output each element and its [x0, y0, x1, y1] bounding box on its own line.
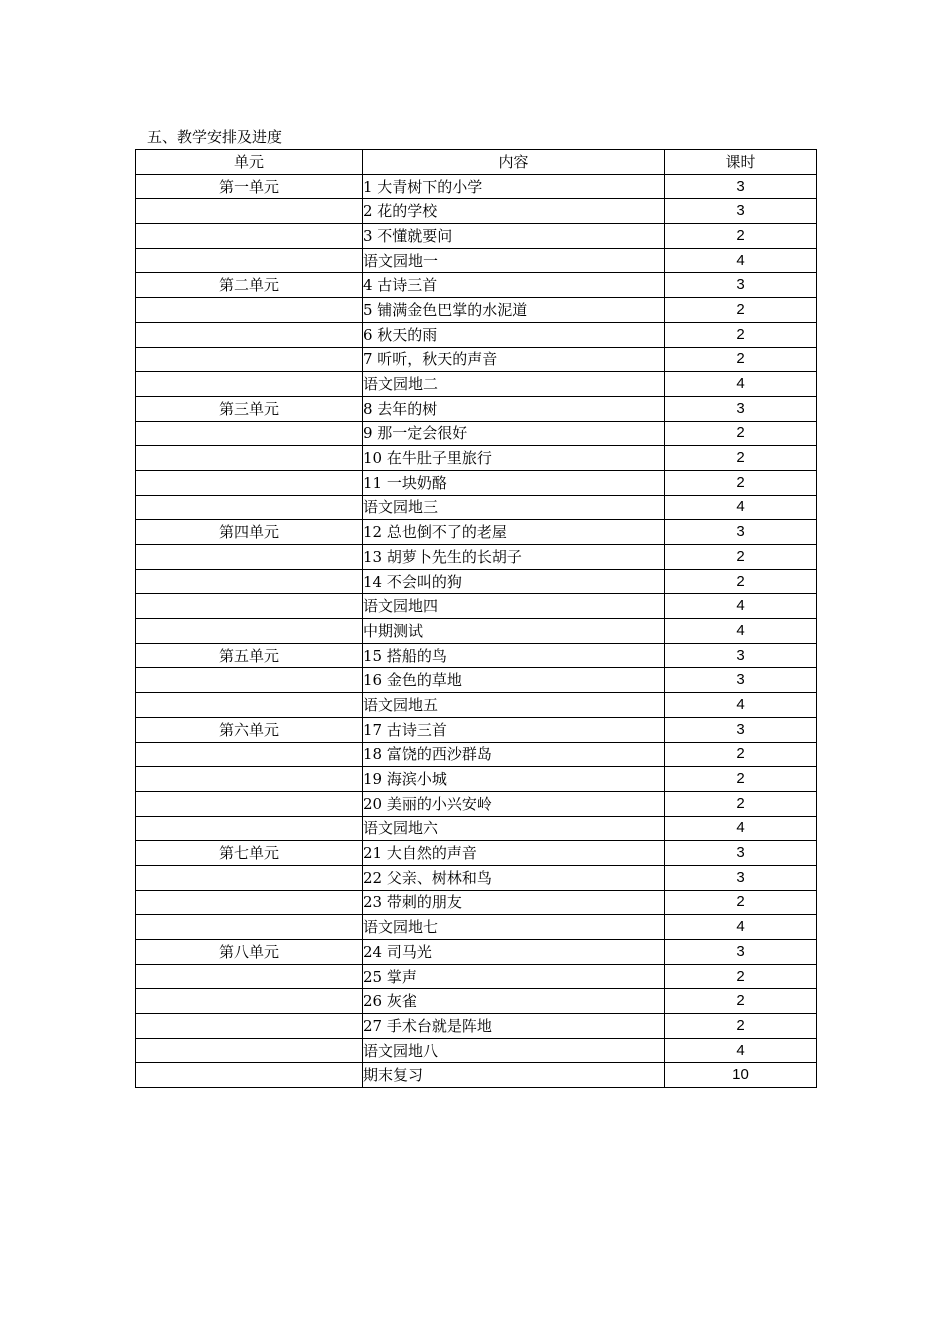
hours-cell: 2: [665, 742, 817, 767]
content-cell: 1 大青树下的小学: [363, 174, 665, 199]
hours-cell: 4: [665, 816, 817, 841]
content-cell: 12 总也倒不了的老屋: [363, 520, 665, 545]
table-row: [136, 791, 817, 816]
unit-cell: [136, 199, 363, 224]
table-row: [136, 470, 817, 495]
content-cell: 语文园地四: [363, 594, 665, 619]
hours-cell: 4: [665, 619, 817, 644]
hours-cell: 3: [665, 841, 817, 866]
content-cell: 25 掌声: [363, 964, 665, 989]
content-cell: 语文园地五: [363, 693, 665, 718]
table-row: [136, 248, 817, 273]
unit-cell: [136, 1063, 363, 1088]
content-cell: 中期测试: [363, 619, 665, 644]
hours-cell: 4: [665, 248, 817, 273]
unit-cell: 第二单元: [136, 273, 363, 298]
table-row: [136, 816, 817, 841]
table-row: [136, 890, 817, 915]
hours-cell: 2: [665, 1014, 817, 1039]
table-row: [136, 545, 817, 570]
header-unit: 单元: [136, 150, 363, 175]
table-row: [136, 742, 817, 767]
content-cell: 19 海滨小城: [363, 767, 665, 792]
content-cell: 语文园地八: [363, 1038, 665, 1063]
unit-cell: [136, 865, 363, 890]
content-cell: 24 司马光: [363, 940, 665, 965]
unit-cell: [136, 446, 363, 471]
table-row: [136, 643, 817, 668]
teaching-schedule-table: [135, 149, 817, 1088]
unit-cell: 第七单元: [136, 841, 363, 866]
unit-cell: 第六单元: [136, 717, 363, 742]
hours-cell: 2: [665, 569, 817, 594]
unit-cell: [136, 298, 363, 323]
table-row: [136, 347, 817, 372]
hours-cell: 3: [665, 273, 817, 298]
hours-cell: 10: [665, 1063, 817, 1088]
content-cell: 7 听听，秋天的声音: [363, 347, 665, 372]
table-row: [136, 619, 817, 644]
unit-cell: [136, 767, 363, 792]
unit-cell: [136, 619, 363, 644]
content-cell: 27 手术台就是阵地: [363, 1014, 665, 1039]
table-row: [136, 273, 817, 298]
content-cell: 3 不懂就要问: [363, 224, 665, 249]
unit-cell: 第三单元: [136, 396, 363, 421]
table-row: [136, 1014, 817, 1039]
hours-cell: 4: [665, 594, 817, 619]
unit-cell: [136, 545, 363, 570]
table-row: [136, 372, 817, 397]
unit-cell: [136, 816, 363, 841]
unit-cell: [136, 224, 363, 249]
unit-cell: [136, 668, 363, 693]
hours-cell: 3: [665, 940, 817, 965]
content-cell: 11 一块奶酪: [363, 470, 665, 495]
hours-cell: 3: [665, 643, 817, 668]
unit-cell: [136, 890, 363, 915]
content-cell: 22 父亲、树林和鸟: [363, 865, 665, 890]
unit-cell: [136, 470, 363, 495]
content-cell: 14 不会叫的狗: [363, 569, 665, 594]
content-cell: 6 秋天的雨: [363, 322, 665, 347]
unit-cell: 第一单元: [136, 174, 363, 199]
section-heading: 五、教学安排及进度: [147, 128, 283, 146]
unit-cell: [136, 372, 363, 397]
unit-cell: [136, 693, 363, 718]
content-cell: 15 搭船的鸟: [363, 643, 665, 668]
content-cell: 23 带刺的朋友: [363, 890, 665, 915]
content-cell: 10 在牛肚子里旅行: [363, 446, 665, 471]
hours-cell: 4: [665, 693, 817, 718]
table-row: [136, 446, 817, 471]
table-row: [136, 174, 817, 199]
table-row: [136, 717, 817, 742]
hours-cell: 4: [665, 495, 817, 520]
content-cell: 语文园地六: [363, 816, 665, 841]
content-cell: 2 花的学校: [363, 199, 665, 224]
content-cell: 语文园地三: [363, 495, 665, 520]
unit-cell: [136, 742, 363, 767]
content-cell: 语文园地七: [363, 915, 665, 940]
content-cell: 18 富饶的西沙群岛: [363, 742, 665, 767]
hours-cell: 2: [665, 767, 817, 792]
content-cell: 16 金色的草地: [363, 668, 665, 693]
table-row: [136, 693, 817, 718]
content-cell: 17 古诗三首: [363, 717, 665, 742]
content-cell: 20 美丽的小兴安岭: [363, 791, 665, 816]
hours-cell: 3: [665, 174, 817, 199]
hours-cell: 3: [665, 865, 817, 890]
hours-cell: 3: [665, 520, 817, 545]
table-row: [136, 668, 817, 693]
hours-cell: 2: [665, 470, 817, 495]
content-cell: 语文园地二: [363, 372, 665, 397]
unit-cell: [136, 569, 363, 594]
unit-cell: 第五单元: [136, 643, 363, 668]
content-cell: 26 灰雀: [363, 989, 665, 1014]
table-row: [136, 322, 817, 347]
hours-cell: 2: [665, 421, 817, 446]
hours-cell: 2: [665, 322, 817, 347]
unit-cell: [136, 421, 363, 446]
hours-cell: 2: [665, 446, 817, 471]
table-row: [136, 767, 817, 792]
unit-cell: [136, 1014, 363, 1039]
unit-cell: [136, 594, 363, 619]
content-cell: 5 铺满金色巴掌的水泥道: [363, 298, 665, 323]
table-row: [136, 1063, 817, 1088]
header-hours: 课时: [665, 150, 817, 175]
table-row: [136, 495, 817, 520]
content-cell: 9 那一定会很好: [363, 421, 665, 446]
hours-cell: 3: [665, 668, 817, 693]
hours-cell: 2: [665, 224, 817, 249]
table-row: [136, 298, 817, 323]
content-cell: 语文园地一: [363, 248, 665, 273]
hours-cell: 2: [665, 298, 817, 323]
table-row: [136, 964, 817, 989]
table-row: [136, 915, 817, 940]
table-row: [136, 396, 817, 421]
table-row: [136, 1038, 817, 1063]
unit-cell: [136, 347, 363, 372]
table-row: [136, 841, 817, 866]
table-row: [136, 520, 817, 545]
content-cell: 13 胡萝卜先生的长胡子: [363, 545, 665, 570]
hours-cell: 4: [665, 1038, 817, 1063]
content-cell: 8 去年的树: [363, 396, 665, 421]
hours-cell: 2: [665, 964, 817, 989]
content-cell: 期末复习: [363, 1063, 665, 1088]
content-cell: 21 大自然的声音: [363, 841, 665, 866]
table-row: [136, 421, 817, 446]
unit-cell: [136, 791, 363, 816]
hours-cell: 3: [665, 717, 817, 742]
hours-cell: 2: [665, 989, 817, 1014]
table-row: [136, 569, 817, 594]
hours-cell: 2: [665, 545, 817, 570]
hours-cell: 4: [665, 372, 817, 397]
unit-cell: [136, 495, 363, 520]
table-row: [136, 940, 817, 965]
table-row: [136, 224, 817, 249]
table-row: [136, 989, 817, 1014]
unit-cell: [136, 989, 363, 1014]
hours-cell: 2: [665, 347, 817, 372]
hours-cell: 2: [665, 791, 817, 816]
table-header-row: [136, 150, 817, 175]
table-row: [136, 199, 817, 224]
header-content: 内容: [363, 150, 665, 175]
table-body: [136, 174, 817, 1087]
table-row: [136, 865, 817, 890]
unit-cell: [136, 1038, 363, 1063]
unit-cell: [136, 964, 363, 989]
hours-cell: 2: [665, 890, 817, 915]
unit-cell: 第四单元: [136, 520, 363, 545]
hours-cell: 3: [665, 199, 817, 224]
unit-cell: [136, 322, 363, 347]
unit-cell: 第八单元: [136, 940, 363, 965]
hours-cell: 3: [665, 396, 817, 421]
hours-cell: 4: [665, 915, 817, 940]
unit-cell: [136, 915, 363, 940]
unit-cell: [136, 248, 363, 273]
content-cell: 4 古诗三首: [363, 273, 665, 298]
table-row: [136, 594, 817, 619]
